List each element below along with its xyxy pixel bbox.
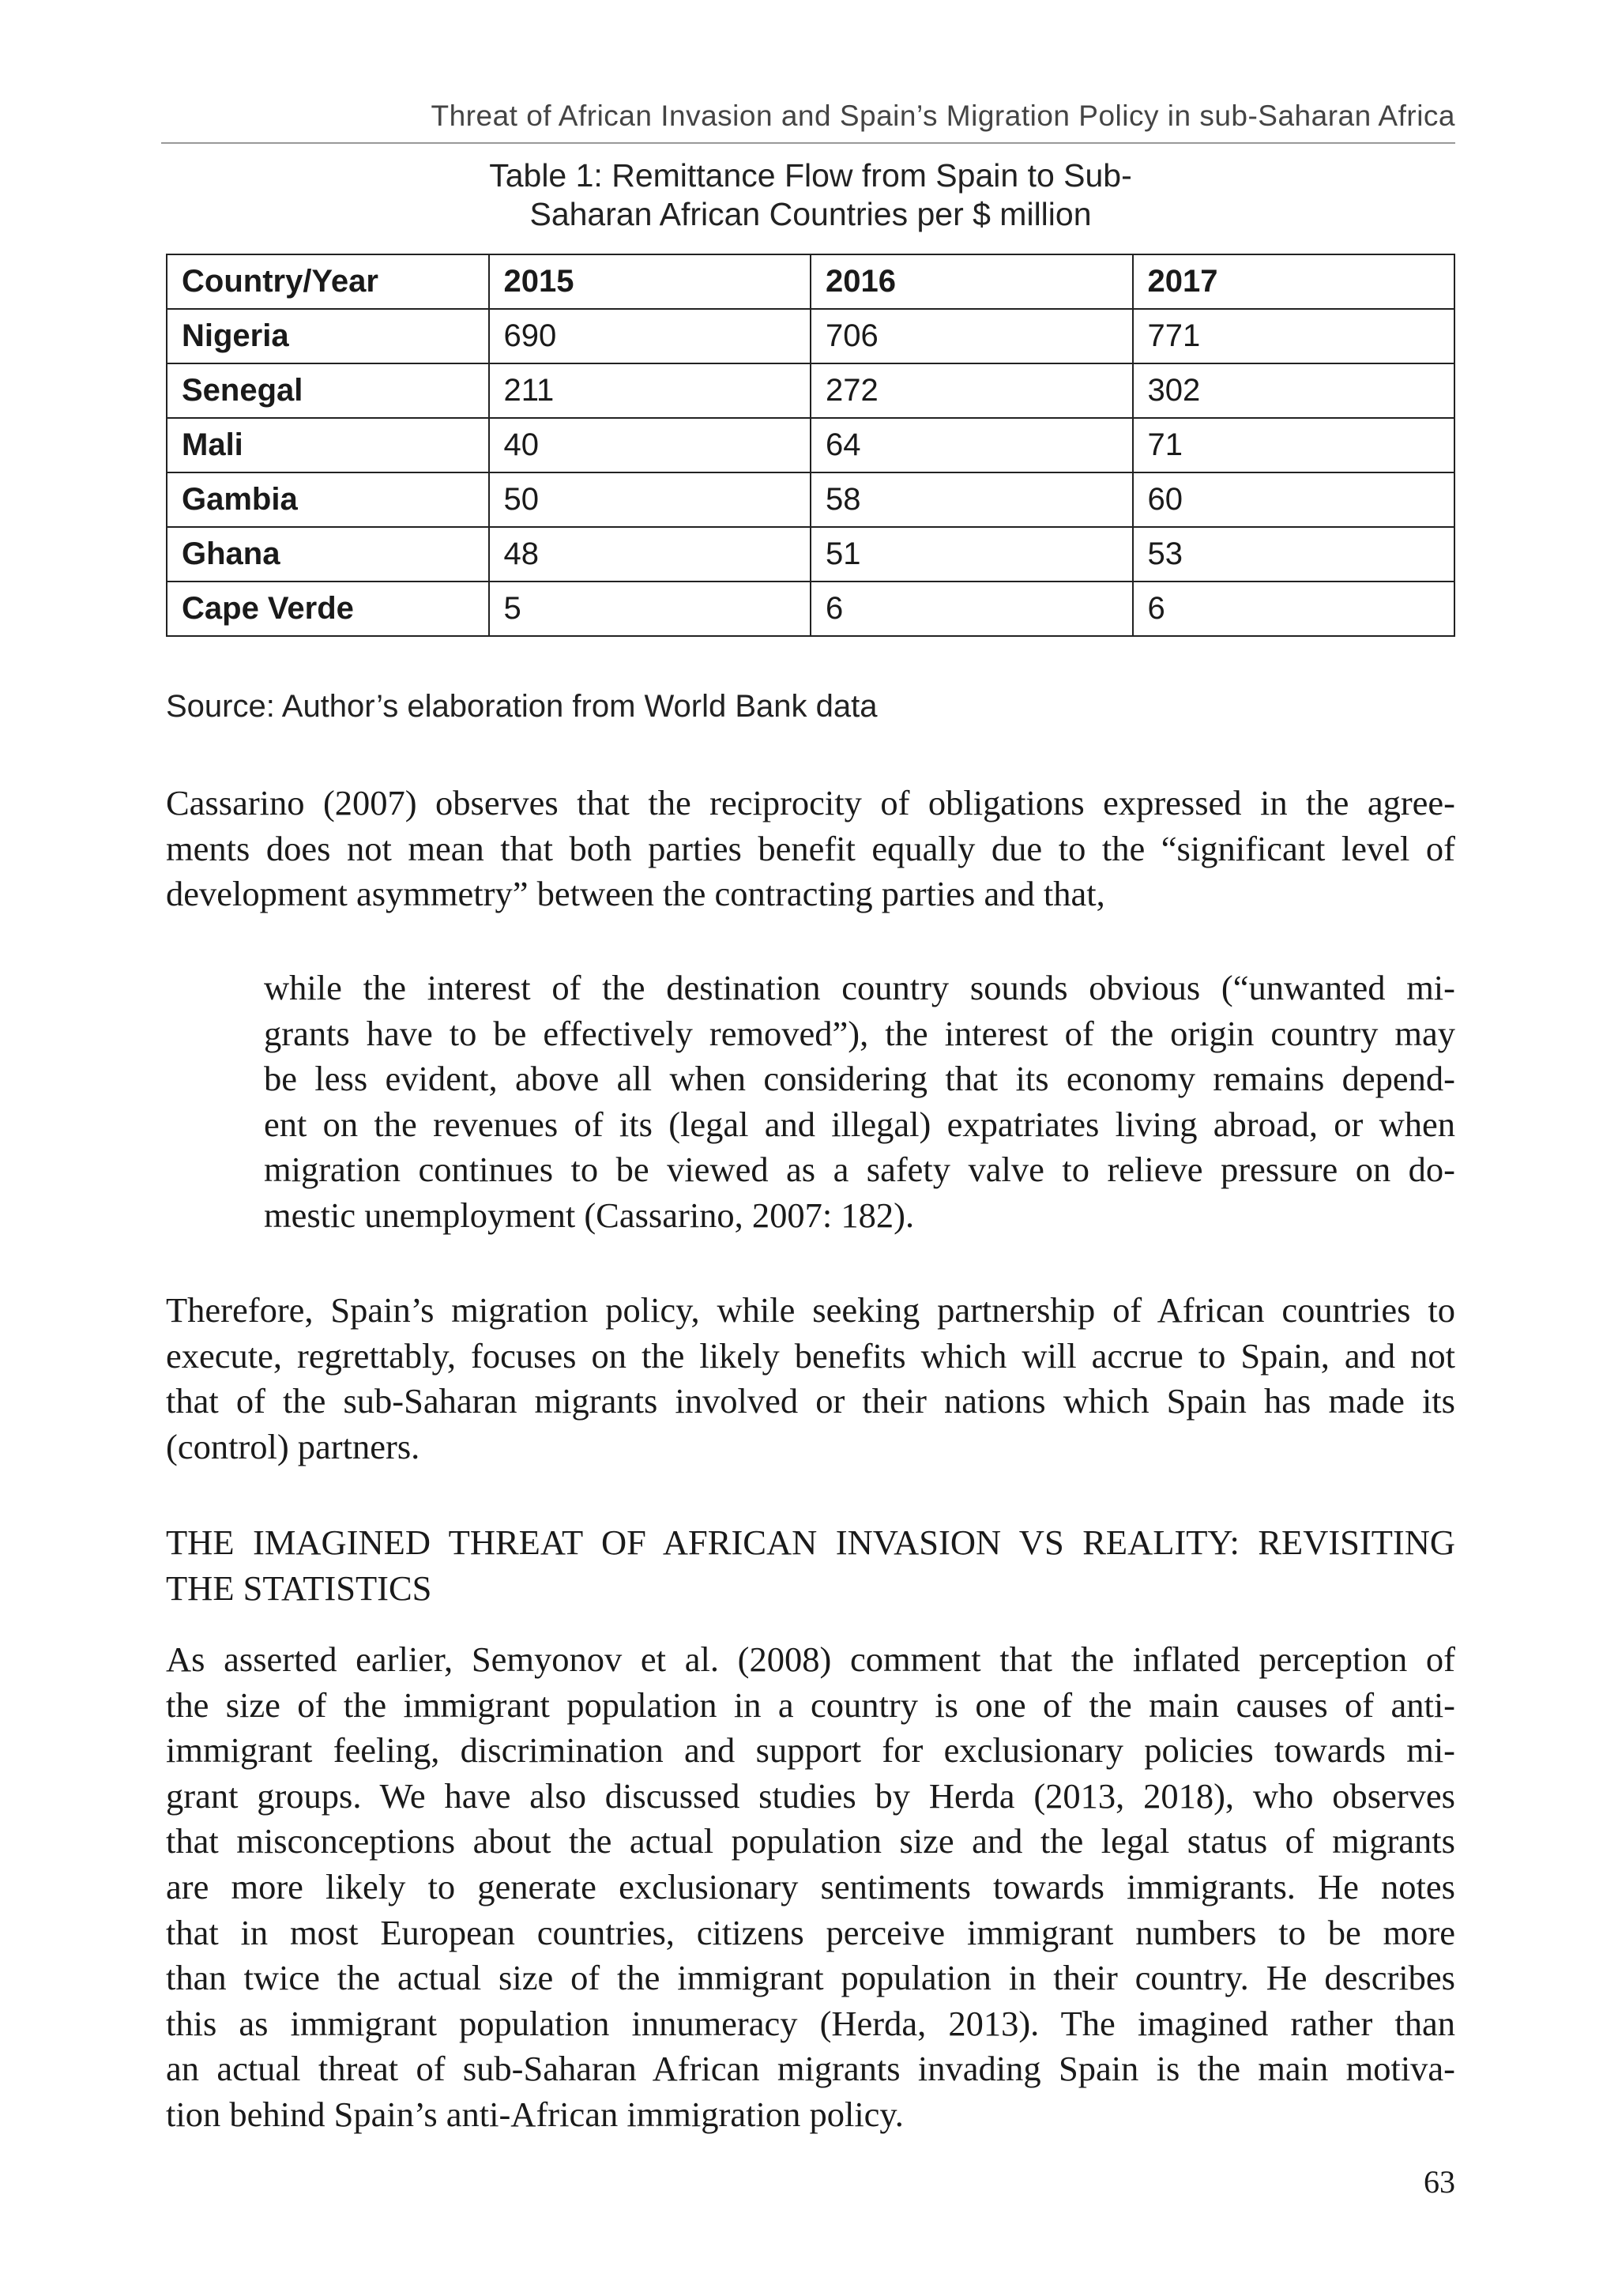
text-line: THE IMAGINED THREAT OF AFRICAN INVASION VS REALITY: REVISITING xyxy=(166,1523,1455,1562)
text-line: (control) partners. xyxy=(166,1426,420,1466)
text-line: immigrant feeling, discrimination and support for exclusionary policies towards mi- xyxy=(166,1730,1455,1771)
header-divider xyxy=(161,142,1455,144)
table-source: Source: Author’s elaboration from World Bank data xyxy=(166,689,878,724)
text-line: Cassarino (2007) observes that the reciprocity of obligations expressed in the agree- xyxy=(166,783,1455,822)
paragraph-3 xyxy=(166,1637,1455,2138)
text-line: tion behind Spain’s anti-African immigration policy. xyxy=(166,2094,904,2134)
table-row xyxy=(167,527,1454,582)
value-cell: 64 xyxy=(811,418,1133,472)
text-line: grants have to be effectively removed”), the interest of the origin country may xyxy=(264,1013,1455,1053)
value-cell: 58 xyxy=(811,472,1133,527)
column-header: 2017 xyxy=(1133,254,1455,309)
value-cell: 60 xyxy=(1133,472,1455,527)
text-line: than twice the actual size of the immigrant population in their country. He describes xyxy=(166,1958,1455,1998)
text-line: grant groups. We have also discussed studies by Herda (2013, 2018), who observes xyxy=(166,1775,1455,1816)
text-line: As asserted earlier, Semyonov et al. (2008) comment that the inflated perception of xyxy=(166,1639,1455,1679)
country-cell: Nigeria xyxy=(167,309,489,363)
text-line: this as immigrant population innumeracy (Herda, 2013). The imagined rather than xyxy=(166,2003,1455,2043)
value-cell: 302 xyxy=(1133,363,1455,418)
text-line: that misconceptions about the actual population size and the legal status of migrants xyxy=(166,1821,1455,1861)
caption-line: Saharan African Countries per $ million xyxy=(529,196,1092,232)
column-header: 2016 xyxy=(811,254,1133,309)
block-quote xyxy=(264,965,1455,1239)
country-cell: Cape Verde xyxy=(167,582,489,636)
value-cell: 6 xyxy=(811,582,1133,636)
text-line: ments does not mean that both parties benefit equally due to the “significant level of xyxy=(166,828,1455,868)
paragraph-1 xyxy=(166,781,1455,917)
column-header: 2015 xyxy=(489,254,811,309)
value-cell: 71 xyxy=(1133,418,1455,472)
paragraph-2 xyxy=(166,1288,1455,1470)
text-line: migration continues to be viewed as a safety valve to relieve pressure on do- xyxy=(264,1150,1455,1190)
value-cell: 48 xyxy=(489,527,811,582)
value-cell: 272 xyxy=(811,363,1133,418)
text-line: mestic unemployment (Cassarino, 2007: 182). xyxy=(264,1195,915,1235)
value-cell: 51 xyxy=(811,527,1133,582)
section-heading xyxy=(166,1520,1455,1611)
text-line: Therefore, Spain’s migration policy, while seeking partnership of African countries to xyxy=(166,1290,1455,1330)
value-cell: 771 xyxy=(1133,309,1455,363)
country-cell: Gambia xyxy=(167,472,489,527)
text-line: development asymmetry” between the contracting parties and that, xyxy=(166,874,1105,914)
value-cell: 690 xyxy=(489,309,811,363)
value-cell: 706 xyxy=(811,309,1133,363)
page-number: 63 xyxy=(1424,2164,1455,2200)
value-cell: 211 xyxy=(489,363,811,418)
table-row xyxy=(167,309,1454,363)
value-cell: 40 xyxy=(489,418,811,472)
text-line: while the interest of the destination country sounds obvious (“unwanted mi- xyxy=(264,968,1455,1007)
country-cell: Senegal xyxy=(167,363,489,418)
text-line: be less evident, above all when considering that its economy remains depend- xyxy=(264,1059,1455,1099)
text-line: that in most European countries, citizens perceive immigrant numbers to be more xyxy=(166,1912,1455,1952)
value-cell: 53 xyxy=(1133,527,1455,582)
column-header: Country/Year xyxy=(167,254,489,309)
value-cell: 50 xyxy=(489,472,811,527)
table-header-row xyxy=(167,254,1454,309)
text-line: ent on the revenues of its (legal and illegal) expatriates living abroad, or when xyxy=(264,1104,1455,1144)
text-line: the size of the immigrant population in a country is one of the main causes of anti- xyxy=(166,1684,1455,1725)
text-line: execute, regrettably, focuses on the likely benefits which will accrue to Spain, and not xyxy=(166,1335,1455,1376)
value-cell: 6 xyxy=(1133,582,1455,636)
text-line: an actual threat of sub-Saharan African migrants invading Spain is the main motiva- xyxy=(166,2049,1455,2089)
text-line: are more likely to generate exclusionary sentiments towards immigrants. He notes xyxy=(166,1866,1455,1906)
table-row xyxy=(167,363,1454,418)
table-row xyxy=(167,418,1454,472)
remittance-table xyxy=(166,254,1455,637)
running-head: Threat of African Invasion and Spain’s Migration Policy in sub-Saharan Africa xyxy=(431,100,1455,132)
country-cell: Mali xyxy=(167,418,489,472)
country-cell: Ghana xyxy=(167,527,489,582)
caption-line: Table 1: Remittance Flow from Spain to Sub- xyxy=(489,157,1132,194)
table-row xyxy=(167,472,1454,527)
text-line: that of the sub-Saharan migrants involved or their nations which Spain has made its xyxy=(166,1381,1455,1421)
table-row xyxy=(167,582,1454,636)
value-cell: 5 xyxy=(489,582,811,636)
table-caption xyxy=(166,156,1455,234)
text-line: THE STATISTICS xyxy=(166,1568,432,1608)
